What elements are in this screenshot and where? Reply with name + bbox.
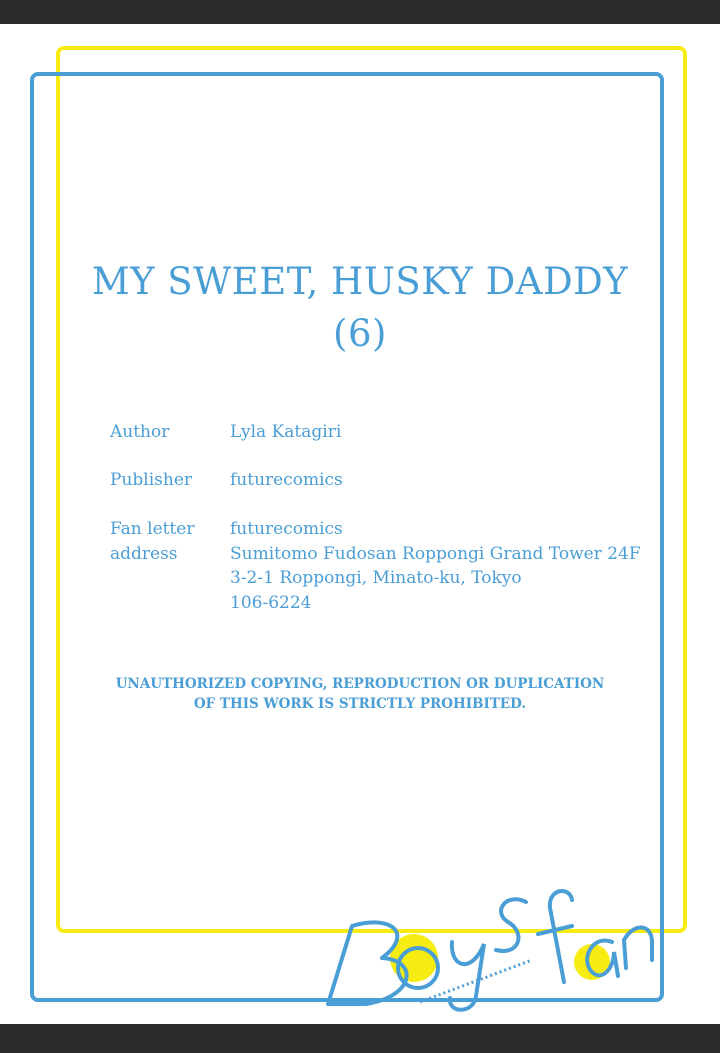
author-label: Author [110,422,170,442]
address-line-1: futurecomics [230,519,343,539]
author-value: Lyla Katagiri [230,422,342,442]
address-line-4: 106-6224 [230,593,312,613]
logo-letter-n [624,927,652,968]
logo-letter-s [496,899,526,951]
boys-fan-logo [300,864,680,1014]
title-volume: (6) [333,312,387,355]
logo-letter-y [450,942,484,1010]
notice-line-1: UNAUTHORIZED COPYING, REPRODUCTION OR DUPLICATION [115,676,605,692]
title-line-1: MY SWEET, HUSKY DADDY [91,260,629,303]
publisher-value: futurecomics [230,470,343,490]
publisher-label: Publisher [110,470,193,490]
copyright-notice [60,674,660,714]
address-line-2: Sumitomo Fudosan Roppongi Grand Tower 24F [230,544,641,564]
logo-letter-f [538,891,572,982]
notice-line-2: OF THIS WORK IS STRICTLY PROHIBITED. [193,696,527,712]
book-title [80,256,640,360]
address-line-3: 3-2-1 Roppongi, Minato-ku, Tokyo [230,568,522,588]
fan-letter-label-1: Fan letter [110,519,195,539]
fan-letter-label-2: address [110,544,178,564]
page [0,24,720,1024]
